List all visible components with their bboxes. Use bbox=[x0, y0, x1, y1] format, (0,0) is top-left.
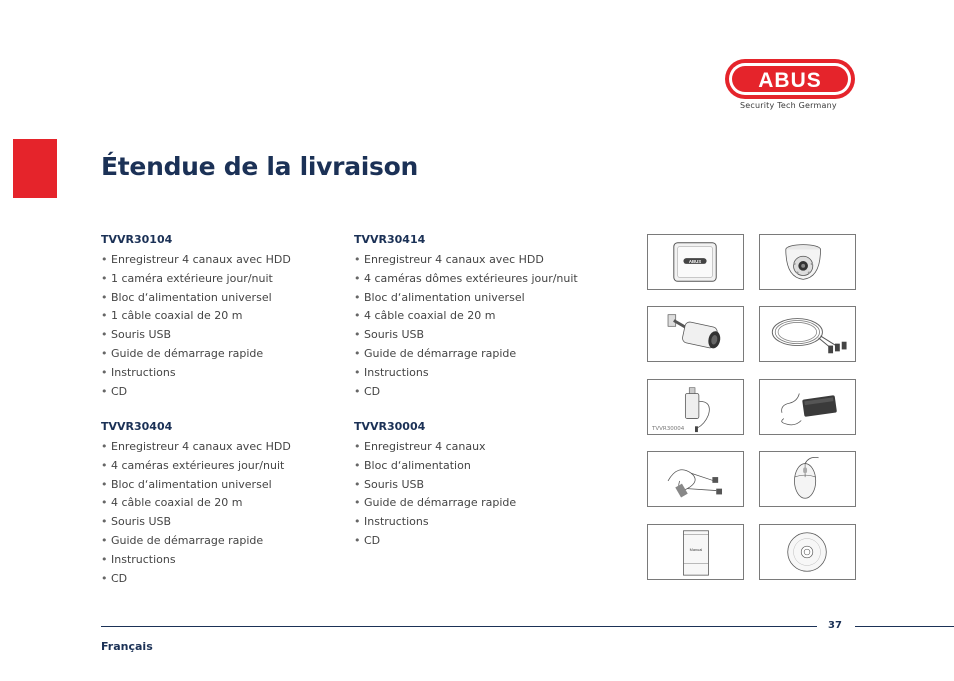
bullet: • bbox=[354, 533, 361, 547]
bullet: • bbox=[354, 309, 361, 323]
list-item: • Enregistreur 4 canaux avec HDD bbox=[101, 251, 291, 270]
product-block bbox=[101, 233, 291, 401]
list-item: • Bloc d‘alimentation universel bbox=[101, 476, 291, 495]
product-item-list bbox=[354, 251, 578, 401]
list-item: • Guide de démarrage rapide bbox=[101, 345, 291, 364]
bullet: • bbox=[101, 290, 108, 304]
abus-logo bbox=[724, 58, 856, 100]
dome-camera-icon bbox=[760, 235, 855, 289]
section-marker bbox=[13, 139, 57, 198]
bullet: • bbox=[101, 552, 108, 566]
page-number: 37 bbox=[828, 620, 842, 631]
bullet: • bbox=[354, 496, 361, 510]
list-item: • Guide de démarrage rapide bbox=[354, 494, 516, 513]
logo-text: ABUS bbox=[758, 69, 822, 92]
image-caption: TVVR30004 bbox=[652, 426, 685, 432]
list-item: • 1 caméra extérieure jour/nuit bbox=[101, 270, 291, 289]
bullet: • bbox=[101, 440, 108, 453]
power-supply-image bbox=[759, 379, 856, 435]
list-item: • Souris USB bbox=[101, 513, 291, 532]
bullet: • bbox=[101, 365, 108, 379]
abus-logo-icon bbox=[724, 58, 856, 100]
svg-text:Manual: Manual bbox=[689, 548, 703, 553]
cd-icon bbox=[760, 525, 855, 579]
language-label: Français bbox=[101, 640, 153, 653]
product-name: TVVR30004 bbox=[354, 420, 426, 433]
bullet: • bbox=[101, 515, 108, 529]
brand-tagline: Security Tech Germany bbox=[740, 101, 837, 110]
list-item: • CD bbox=[101, 383, 291, 402]
video-cable-icon bbox=[648, 452, 743, 506]
list-item: • Enregistreur 4 canaux avec HDD bbox=[101, 438, 291, 457]
list-item: • Instructions bbox=[354, 364, 578, 383]
bullet: • bbox=[101, 253, 108, 266]
mouse-image bbox=[759, 451, 856, 507]
bullet: • bbox=[354, 477, 361, 491]
list-item: • Souris USB bbox=[354, 326, 578, 345]
bullet: • bbox=[101, 477, 108, 491]
bullet: • bbox=[354, 290, 361, 304]
bullet: • bbox=[354, 440, 361, 453]
list-item: • Instructions bbox=[101, 364, 291, 383]
list-item: • Guide de démarrage rapide bbox=[354, 345, 578, 364]
footer-divider bbox=[101, 626, 817, 627]
manual-image bbox=[647, 524, 744, 580]
bullet: • bbox=[101, 271, 108, 285]
svg-text:ABUS: ABUS bbox=[688, 258, 702, 264]
product-block bbox=[101, 420, 291, 588]
bullet: • bbox=[101, 458, 108, 472]
bullet: • bbox=[354, 515, 361, 529]
bullet-camera-icon bbox=[648, 307, 743, 361]
power-adapter-image bbox=[647, 379, 744, 435]
list-item: • Bloc d‘alimentation universel bbox=[354, 289, 578, 308]
list-item: • Guide de démarrage rapide bbox=[101, 532, 291, 551]
list-item: • Souris USB bbox=[101, 326, 291, 345]
list-item: • Enregistreur 4 canaux bbox=[354, 438, 516, 457]
cd-image bbox=[759, 524, 856, 580]
product-item-list bbox=[101, 438, 291, 588]
bullet: • bbox=[101, 496, 108, 510]
page-title: Étendue de la livraison bbox=[101, 152, 418, 181]
dome-camera-image bbox=[759, 234, 856, 290]
bullet: • bbox=[354, 365, 361, 379]
list-item: • 4 caméras extérieures jour/nuit bbox=[101, 457, 291, 476]
list-item: • CD bbox=[101, 570, 291, 589]
recorder-image bbox=[647, 234, 744, 290]
product-item-list bbox=[354, 438, 516, 551]
bullet: • bbox=[354, 271, 361, 285]
bullet: • bbox=[354, 346, 361, 360]
list-item: • Bloc d‘alimentation universel bbox=[101, 289, 291, 308]
list-item: • 4 câble coaxial de 20 m bbox=[101, 494, 291, 513]
list-item: • Souris USB bbox=[354, 476, 516, 495]
usb-mouse-icon bbox=[760, 452, 855, 506]
product-name: TVVR30104 bbox=[101, 233, 173, 246]
bullet: • bbox=[101, 571, 108, 585]
bullet: • bbox=[354, 253, 361, 266]
product-block bbox=[354, 420, 516, 551]
list-item: • 4 caméras dômes extérieures jour/nuit bbox=[354, 270, 578, 289]
list-item: • 1 câble coaxial de 20 m bbox=[101, 307, 291, 326]
product-block bbox=[354, 233, 578, 401]
list-item: • 4 câble coaxial de 20 m bbox=[354, 307, 578, 326]
list-item: • Instructions bbox=[101, 551, 291, 570]
bullet: • bbox=[101, 533, 108, 547]
bullet: • bbox=[101, 328, 108, 342]
bullet: • bbox=[101, 384, 108, 398]
bullet: • bbox=[354, 384, 361, 398]
dvr-recorder-icon bbox=[648, 235, 743, 289]
bullet: • bbox=[354, 328, 361, 342]
bullet: • bbox=[101, 309, 108, 323]
bullet-camera-image bbox=[647, 306, 744, 362]
list-item: • Bloc d‘alimentation bbox=[354, 457, 516, 476]
list-item: • CD bbox=[354, 383, 578, 402]
product-item-list bbox=[101, 251, 291, 401]
manual-icon bbox=[648, 525, 743, 579]
video-cable-image bbox=[647, 451, 744, 507]
coax-cable-icon bbox=[760, 307, 855, 361]
list-item: • Enregistreur 4 canaux avec HDD bbox=[354, 251, 578, 270]
product-name: TVVR30404 bbox=[101, 420, 173, 433]
footer-divider bbox=[855, 626, 954, 627]
power-supply-icon bbox=[760, 380, 855, 434]
list-item: • Instructions bbox=[354, 513, 516, 532]
list-item: • CD bbox=[354, 532, 516, 551]
coax-cable-image bbox=[759, 306, 856, 362]
bullet: • bbox=[354, 458, 361, 472]
bullet: • bbox=[101, 346, 108, 360]
product-name: TVVR30414 bbox=[354, 233, 426, 246]
